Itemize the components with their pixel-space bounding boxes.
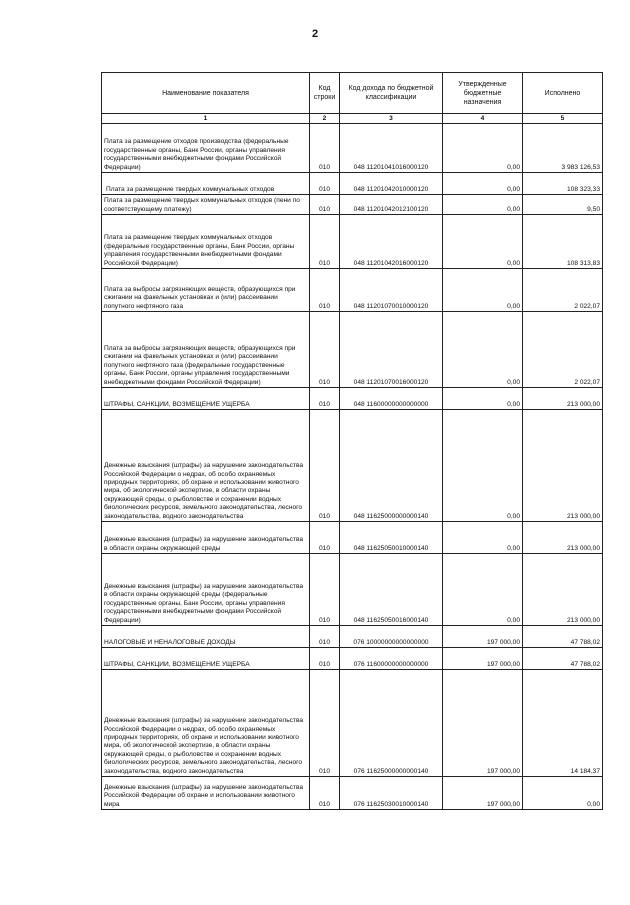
table-row [102,269,603,312]
row-executed: 213 000,00 [523,522,603,554]
row-approved: 0,00 [443,173,523,195]
row-code: 010 [310,626,340,648]
row-approved: 197 000,00 [443,777,523,810]
row-executed: 213 000,00 [523,554,603,626]
row-name: Плата за выбросы загрязняющих веществ, образующихся при сжигании на факельных установках и (или) рассеивании попутного нефтяного газа (федеральные государственные органы, Банк России, органы управления государственными внебюджетными фондами Российской Федерации) [102,312,310,388]
row-approved: 197 000,00 [443,670,523,777]
table-row [102,777,603,810]
header-executed: Исполнено [523,73,603,114]
table-row [102,312,603,388]
row-code: 010 [310,215,340,269]
row-code: 010 [310,312,340,388]
table-row [102,215,603,269]
row-approved: 197 000,00 [443,648,523,670]
header-name: Наименование показателя [102,73,310,114]
table-row [102,195,603,215]
row-code: 010 [310,777,340,810]
row-name: Денежные взыскания (штрафы) за нарушение законодательства Российской Федерации о недрах, об особо охраняемых природных территориях, об охране и использовании животного мира, об экологической экспертизе, в области охраны окружающей среды, о рыболовстве и сохранении водных биологических ресурсов, земельного законодательства, лесного законодательства, водного законодательства [102,410,310,522]
row-code: 010 [310,648,340,670]
table-header-row [102,73,603,114]
row-code: 010 [310,554,340,626]
row-name: НАЛОГОВЫЕ И НЕНАЛОГОВЫЕ ДОХОДЫ [102,626,310,648]
column-number: 4 [443,114,523,124]
row-executed: 47 788,02 [523,648,603,670]
table-row [102,173,603,195]
row-name: Денежные взыскания (штрафы) за нарушение законодательства Российской Федерации об охране и использовании животного мира [102,777,310,810]
row-approved: 0,00 [443,554,523,626]
row-executed: 213 000,00 [523,410,603,522]
row-kbk: 048 11625050016000140 [340,554,443,626]
row-code: 010 [310,195,340,215]
table-row [102,554,603,626]
column-number-row [102,114,603,124]
row-name: Денежные взыскания (штрафы) за нарушение законодательства в области охраны окружающей среды [102,522,310,554]
row-kbk: 048 11625050010000140 [340,522,443,554]
row-name: ШТРАФЫ, САНКЦИИ, ВОЗМЕЩЕНИЕ УЩЕРБА [102,388,310,410]
row-executed: 3 983 126,53 [523,124,603,173]
row-executed: 14 184,37 [523,670,603,777]
header-kbk: Код дохода по бюджетной классификации [340,73,443,114]
table-row [102,626,603,648]
row-executed: 47 788,02 [523,626,603,648]
row-name: Плата за размещение твердых коммунальных отходов (пени по соответствующему платежу) [102,195,310,215]
header-code: Код строки [310,73,340,114]
page-number: 2 [311,28,319,40]
row-kbk: 048 11201041016000120 [340,124,443,173]
row-name-cell [102,173,310,195]
row-name: Денежные взыскания (штрафы) за нарушение законодательства в области охраны окружающей среды (федеральные государственные органы, Банк России, органы управления государственными внебюджетными фондами Российской Федерации) [102,554,310,626]
row-approved: 0,00 [443,388,523,410]
row-name: Плата за размещение отходов производства (федеральные государственные органы, Банк России, органы управления государственными внебюджетными фондами Российской Федерации) [102,124,310,173]
row-executed: 9,50 [523,195,603,215]
table-row [102,124,603,173]
table-row [102,410,603,522]
row-approved: 0,00 [443,195,523,215]
row-executed: 213 000,00 [523,388,603,410]
row-code: 010 [310,124,340,173]
row-approved: 0,00 [443,410,523,522]
row-code: 010 [310,388,340,410]
row-executed: 2 022,07 [523,269,603,312]
row-kbk: 076 11625030010000140 [340,777,443,810]
row-approved: 0,00 [443,124,523,173]
table-row [102,388,603,410]
row-kbk: 048 11201042010000120 [340,173,443,195]
row-code: 010 [310,522,340,554]
row-kbk: 048 11201042012100120 [340,195,443,215]
row-executed: 108 323,33 [523,173,603,195]
header-approved: Утвержденные бюджетные назначения [443,73,523,114]
row-approved: 0,00 [443,312,523,388]
column-number: 1 [102,114,310,124]
table-row [102,648,603,670]
row-name: Плата за размещение твердых коммунальных отходов [106,185,275,193]
row-code: 010 [310,670,340,777]
row-kbk: 048 11201070016000120 [340,312,443,388]
row-kbk: 048 11201042016000120 [340,215,443,269]
row-approved: 0,00 [443,215,523,269]
row-kbk: 048 11201070010000120 [340,269,443,312]
row-kbk: 048 11625000000000140 [340,410,443,522]
row-name: Плата за выбросы загрязняющих веществ, образующихся при сжигании на факельных установках и (или) рассеивании попутного нефтяного газа [102,269,310,312]
row-name: Плата за размещение твердых коммунальных отходов (федеральные государственные органы, Банк России, органы управления государственными внебюджетными фондами Российской Федерации) [102,215,310,269]
row-kbk: 076 10000000000000000 [340,626,443,648]
row-name: ШТРАФЫ, САНКЦИИ, ВОЗМЕЩЕНИЕ УЩЕРБА [102,648,310,670]
row-kbk: 076 11625000000000140 [340,670,443,777]
budget-execution-table [101,72,603,810]
table-row [102,670,603,777]
row-kbk: 076 11600000000000000 [340,648,443,670]
table-row [102,522,603,554]
row-code: 010 [310,269,340,312]
row-approved: 197 000,00 [443,626,523,648]
row-name: Денежные взыскания (штрафы) за нарушение законодательства Российской Федерации о недрах, об особо охраняемых природных территориях, об охране и использовании животного мира, об экологической экспертизе, в области охраны окружающей среды, о рыболовстве и сохранении водных биологических ресурсов, земельного законодательства, лесного законодательства, водного законодательства [102,670,310,777]
row-kbk: 048 11600000000000000 [340,388,443,410]
row-code: 010 [310,410,340,522]
row-approved: 0,00 [443,522,523,554]
row-executed: 0,00 [523,777,603,810]
row-code: 010 [310,173,340,195]
row-executed: 108 313,83 [523,215,603,269]
row-executed: 2 022,07 [523,312,603,388]
column-number: 3 [340,114,443,124]
row-approved: 0,00 [443,269,523,312]
column-number: 5 [523,114,603,124]
column-number: 2 [310,114,340,124]
